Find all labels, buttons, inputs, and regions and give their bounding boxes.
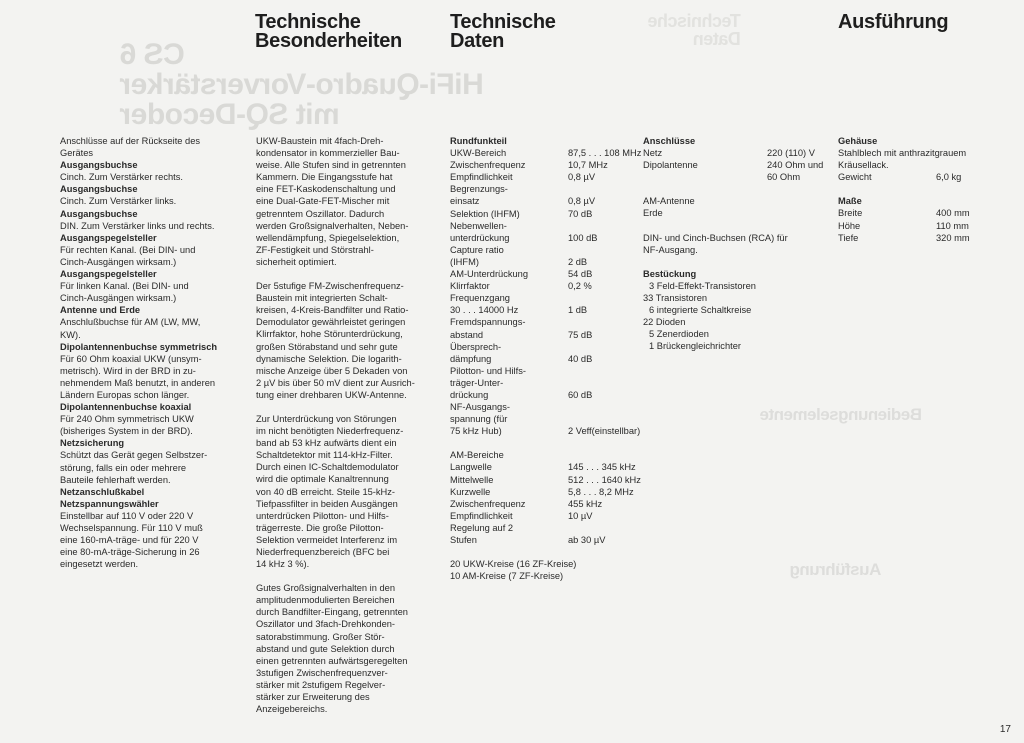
body-line: kreisen, 4-Kreis-Bandfilter und Ratio-: [256, 305, 409, 316]
spec-label: Langwelle: [450, 462, 492, 473]
spec-label: [643, 171, 767, 183]
spec-row: [450, 159, 640, 171]
spec-row: [838, 207, 1018, 219]
body-line: abstand und gute Selektion durch: [256, 643, 395, 654]
spec-row: [450, 171, 640, 183]
spec-row: [450, 329, 640, 341]
spec-label: 30 . . . 14000 Hz: [450, 305, 519, 316]
show-through-title: CS 6 HiFi-Quadro-Vorverstärker mit SQ-Decoder: [120, 38, 484, 131]
spec-label: Capture ratio: [450, 244, 504, 255]
body-line: NF-Ausgang.: [643, 244, 698, 255]
body-line: Einstellbar auf 110 V oder 220 V: [60, 510, 194, 521]
body-line: Für 240 Ohm symmetrisch UKW: [60, 414, 194, 425]
spec-label: Höhe: [838, 220, 861, 231]
spec-value: 6,0 kg: [936, 172, 962, 183]
spec-value: 10 µV: [568, 510, 593, 521]
spec-row: [450, 341, 640, 353]
body-line: Cinch. Zum Verstärker links.: [60, 196, 177, 207]
section-label: Netzspannungswähler: [60, 498, 159, 509]
spec-label: abstand: [450, 329, 484, 340]
body-line: KW).: [60, 329, 81, 340]
spec-row: [450, 304, 640, 316]
section-title: AM-Bereiche: [450, 450, 504, 461]
spec-row: [450, 183, 640, 195]
section-label: Dipolantennenbuchse symmetrisch: [60, 341, 218, 352]
spec-row: [450, 256, 640, 268]
body-line: 3stufigen Zwischenfrequenzver-: [256, 667, 388, 678]
column-connections-equipment: [643, 135, 823, 352]
body-line: tung einer drehbaren UKW-Antenne.: [256, 389, 407, 400]
spec-value: 145 . . . 345 kHz: [568, 462, 636, 473]
spec-row: [450, 365, 640, 377]
spec-value: 0,2 %: [568, 281, 592, 292]
body-line: DIN. Zum Verstärker links und rechts.: [60, 220, 215, 231]
column-housing: [838, 135, 1018, 244]
spec-row: [450, 268, 640, 280]
body-line: Ländern Europas schon länger.: [60, 389, 190, 400]
spec-value: 220 (110) V: [767, 148, 815, 159]
spec-label: Kurzwelle: [450, 486, 491, 497]
body-line: Klirrfaktor, hohe Störunterdrückung,: [256, 329, 403, 340]
section-label: Ausgangspegelsteller: [60, 269, 157, 280]
spec-label: Zwischenfrequenz: [450, 160, 526, 171]
body-line: amplitudenmodulierten Bereichen: [256, 595, 395, 606]
spec-label: einsatz: [450, 196, 480, 207]
body-line: mische Anzeige über 5 Dekaden von: [256, 365, 408, 376]
body-line: Demodulator gewährleistet geringen: [256, 317, 406, 328]
spacer: [256, 268, 436, 280]
spec-row: [450, 534, 640, 546]
spec-row: [838, 232, 1018, 244]
body-line: Kammern. Die Eingangsstufe hat: [256, 172, 393, 183]
spec-label: UKW-Bereich: [450, 148, 507, 159]
spec-row: [838, 220, 1018, 232]
spec-row: [450, 510, 640, 522]
body-line: eine 80-mA-träge-Sicherung in 26: [60, 547, 200, 558]
body-line: eine 160-mA-träge- und für 220 V: [60, 535, 199, 546]
spec-value: 400 mm: [936, 208, 970, 219]
body-line: Gerätes: [60, 148, 94, 159]
body-line: (bisheriges System in der BRD).: [60, 426, 193, 437]
body-line: Stahlblech mit anthrazitgrauem: [838, 148, 967, 159]
body-line: unterdrücken Pilotton- und Hilfs-: [256, 510, 389, 521]
spec-label: spannung (für: [450, 414, 508, 425]
body-line: Cinch. Zum Verstärker rechts.: [60, 172, 183, 183]
spec-value: 10,7 MHz: [568, 160, 608, 171]
body-line: Für rechten Kanal. (Bei DIN- und: [60, 244, 196, 255]
spec-value: 1 dB: [568, 305, 588, 316]
spec-row: [643, 159, 823, 171]
section-title: Bestückung: [643, 268, 697, 279]
spec-label: Begrenzungs-: [450, 184, 508, 195]
spec-row: [450, 425, 640, 437]
spec-row: [643, 147, 823, 159]
spec-row: [450, 147, 640, 159]
body-line: AM-Antenne: [643, 196, 695, 207]
spec-value: 60 dB: [568, 389, 593, 400]
spec-label: Gewicht: [838, 172, 872, 183]
spec-label: Nebenwellen-: [450, 220, 507, 231]
spec-label: Zwischenfrequenz: [450, 498, 526, 509]
spec-row: [450, 280, 640, 292]
heading-line: Besonderheiten: [255, 30, 402, 52]
spec-row: [450, 498, 640, 510]
body-line: Für 60 Ohm koaxial UKW (unsym-: [60, 353, 202, 364]
body-line: Schützt das Gerät gegen Selbstzer-: [60, 450, 208, 461]
heading-line: Technische: [255, 11, 361, 33]
body-line: kondensator in kommerzieller Bau-: [256, 148, 400, 159]
body-line: 20 UKW-Kreise (16 ZF-Kreise): [450, 559, 577, 570]
body-line: nehmendem Maß benutzt, in anderen: [60, 377, 216, 388]
spec-label: Frequenzgang: [450, 293, 510, 304]
body-line: Gutes Großsignalverhalten in den: [256, 583, 396, 594]
spec-value: 320 mm: [936, 232, 970, 243]
body-line: Anschlüsse auf der Rückseite des: [60, 136, 201, 146]
section-title: Anschlüsse: [643, 136, 696, 146]
spacer: [643, 220, 823, 232]
body-line: eine FET-Kaskodenschaltung und: [256, 184, 396, 195]
spec-value: 5,8 . . . 8,2 MHz: [568, 486, 634, 497]
spec-label: 75 kHz Hub): [450, 426, 502, 437]
body-line: Anschlußbuchse für AM (LW, MW,: [60, 317, 201, 328]
spec-label: Netz: [643, 148, 663, 159]
body-line: getrenntem Oszillator. Dadurch: [256, 208, 385, 219]
spec-label: unterdrückung: [450, 232, 510, 243]
list-item: 6 integrierte Schaltkreise: [649, 305, 752, 316]
spec-value: 75 dB: [568, 329, 593, 340]
body-line: satorabstimmung. Großer Stör-: [256, 631, 385, 642]
column-features: [256, 135, 436, 715]
spec-value: 455 kHz: [568, 498, 603, 509]
body-line: metrisch). Wird in der BRD in zu-: [60, 365, 196, 376]
section-title: Gehäuse: [838, 136, 878, 146]
body-line: störung, falls ein oder mehrere: [60, 462, 187, 473]
spec-row: [450, 413, 640, 425]
body-line: Baustein mit integrierten Schalt-: [256, 293, 388, 304]
body-line: großen Störabstand und sehr gute: [256, 341, 398, 352]
body-line: im nicht benötigten Niederfrequenz-: [256, 426, 404, 437]
spec-row: [450, 195, 640, 207]
body-line: ZF-Festigkeit und Störstrahl-: [256, 244, 374, 255]
spec-value: 54 dB: [568, 269, 593, 280]
body-line: Der 5stufige FM-Zwischenfrequenz-: [256, 281, 404, 292]
section-label: Ausgangsbuchse: [60, 160, 138, 171]
spec-row: [838, 171, 1018, 183]
body-line: Anzeigebereichs.: [256, 704, 328, 715]
spacer: [838, 183, 1018, 195]
body-line: DIN- und Cinch-Buchsen (RCA) für: [643, 232, 788, 243]
heading-ausfuehrung: Ausführung: [838, 11, 949, 33]
spec-row: [450, 232, 640, 244]
spec-row: [450, 401, 640, 413]
heading-technische-daten: [450, 13, 556, 51]
spacer: [450, 437, 640, 449]
body-line: 10 AM-Kreise (7 ZF-Kreise): [450, 571, 564, 582]
spec-row: [643, 171, 823, 183]
spec-value: 70 dB: [568, 208, 593, 219]
spec-row: [450, 486, 640, 498]
body-line: stärker zur Erweiterung des: [256, 692, 370, 703]
heading-line: Daten: [450, 30, 505, 52]
spec-row: [450, 292, 640, 304]
heading-line: Technische: [450, 11, 556, 33]
body-line: Selektion vermeidet Interferenz im: [256, 534, 398, 545]
spec-value: 0,8 µV: [568, 196, 596, 207]
body-line: wellendämpfung, Spiegelselektion,: [256, 232, 400, 243]
spec-value: ab 30 µV: [568, 535, 606, 545]
body-line: Durch einen IC-Schaltdemodulator: [256, 462, 399, 473]
spacer: [256, 401, 436, 413]
body-line: Bauteile fehlerhaft werden.: [60, 474, 171, 485]
spec-row: [450, 474, 640, 486]
spec-label: Empfindlichkeit: [450, 510, 513, 521]
body-line: Wechselspannung. Für 110 V muß: [60, 523, 203, 533]
section-label: Ausgangsbuchse: [60, 208, 138, 219]
spec-label: Dipolantenne: [643, 160, 698, 171]
spec-row: [450, 389, 640, 401]
list-item: 33 Transistoren: [643, 292, 708, 303]
spec-row: [450, 220, 640, 232]
spec-label: Fremdspannungs-: [450, 317, 526, 328]
spacer: [450, 546, 640, 558]
spec-label: (IHFM): [450, 256, 479, 267]
spec-value: 2 Veff(einstellbar): [568, 426, 641, 437]
spec-label: NF-Ausgangs-: [450, 402, 510, 413]
body-line: eine Dual-Gate-FET-Mischer mit: [256, 196, 390, 207]
section-title: Rundfunkteil: [450, 136, 507, 146]
spec-row: [450, 244, 640, 256]
spec-label: Breite: [838, 208, 863, 219]
spec-label: Übersprech-: [450, 341, 502, 352]
body-line: von 40 dB erreicht. Steile 15-kHz-: [256, 486, 395, 497]
body-line: band ab 53 kHz aufwärts dient ein: [256, 438, 397, 449]
body-line: Kräusellack.: [838, 160, 889, 171]
spec-label: Klirrfaktor: [450, 281, 490, 292]
show-through-section-2: Ausführung: [790, 560, 882, 579]
spec-row: [450, 353, 640, 365]
body-line: einen getrennten aufwärtsgeregelten: [256, 655, 408, 666]
body-line: Für linken Kanal. (Bei DIN- und: [60, 281, 189, 292]
body-line: Zur Unterdrückung von Störungen: [256, 413, 397, 424]
section-label: Antenne und Erde: [60, 305, 141, 316]
spacer: [643, 183, 823, 195]
body-line: sicherheit optimiert.: [256, 256, 337, 267]
spec-label: Mittelwelle: [450, 474, 494, 485]
spec-row: [450, 208, 640, 220]
body-line: Tiefpassfilter in beiden Ausgängen: [256, 498, 398, 509]
heading-technische-besonderheiten: [255, 13, 402, 51]
spec-label: träger-Unter-: [450, 377, 504, 388]
body-line: Cinch-Ausgängen wirksam.): [60, 256, 177, 267]
spec-value: 2 dB: [568, 256, 588, 267]
spec-value: 0,8 µV: [568, 172, 596, 183]
spec-label: Pilotton- und Hilfs-: [450, 365, 526, 376]
show-through-section: Bedienungselemente: [760, 405, 922, 424]
spec-value: 240 Ohm und: [767, 160, 824, 171]
spec-label: Tiefe: [838, 232, 859, 243]
body-line: wird die optimale Kanaltrennung: [256, 474, 389, 485]
spec-label: Regelung auf 2: [450, 522, 514, 533]
spec-label: Selektion (IHFM): [450, 208, 520, 219]
spec-label: AM-Unterdrückung: [450, 269, 529, 280]
body-line: UKW-Baustein mit 4fach-Dreh-: [256, 136, 384, 146]
body-line: trägerreste. Die große Pilotton-: [256, 522, 384, 533]
body-line: Niederfrequenzbereich (BFC bei: [256, 547, 390, 557]
spec-label: dämpfung: [450, 353, 492, 364]
body-line: werden Großsignalverhalten, Neben-: [256, 220, 409, 231]
spec-value: 110 mm: [936, 220, 969, 231]
body-line: 14 kHz 3 %).: [256, 559, 310, 570]
list-item: 22 Dioden: [643, 317, 686, 328]
column-connections: [60, 135, 240, 570]
body-line: stärker mit 2stufigem Regelver-: [256, 679, 386, 690]
body-line: Oszillator und 3fach-Drehkonden-: [256, 619, 396, 630]
spec-label: Empfindlichkeit: [450, 172, 513, 183]
spec-label: Stufen: [450, 535, 477, 545]
spec-value: 40 dB: [568, 353, 593, 364]
body-line: 2 µV bis über 50 mV dient zur Ausrich-: [256, 377, 415, 388]
section-label: Ausgangsbuchse: [60, 184, 138, 195]
body-line: Schaltdetektor mit 114-kHz-Filter.: [256, 450, 393, 461]
body-line: dynamische Selektion. Die logarith-: [256, 353, 402, 364]
spec-row: [450, 461, 640, 473]
spec-value: 87,5 . . . 108 MHz: [568, 148, 642, 159]
body-line: Erde: [643, 208, 663, 219]
section-label: Dipolantennenbuchse koaxial: [60, 402, 192, 413]
section-title: Maße: [838, 196, 862, 207]
section-label: Netzsicherung: [60, 438, 125, 449]
list-item: 1 Brückengleichrichter: [649, 341, 741, 352]
body-line: eingesetzt werden.: [60, 559, 139, 570]
spacer: [643, 256, 823, 268]
body-line: weise. Alle Stufen sind in getrennten: [256, 160, 406, 171]
list-item: 3 Feld-Effekt-Transistoren: [649, 280, 756, 291]
body-line: durch Bandfilter-Eingang, getrennten: [256, 607, 408, 618]
spec-value: 60 Ohm: [767, 172, 801, 183]
spec-value: 512 . . . 1640 kHz: [568, 474, 641, 485]
spec-value: 100 dB: [568, 232, 598, 243]
section-label: Netzanschlußkabel: [60, 486, 145, 497]
spacer: [256, 570, 436, 582]
spec-row: [450, 522, 640, 534]
show-through-heading: Technische Daten: [648, 11, 741, 49]
spec-row: [450, 377, 640, 389]
column-technical-data: [450, 135, 640, 582]
spec-row: [450, 316, 640, 328]
page-number: 17: [999, 724, 1011, 735]
list-item: 5 Zenerdioden: [649, 329, 709, 340]
spec-label: drückung: [450, 389, 489, 400]
body-line: Cinch-Ausgängen wirksam.): [60, 293, 177, 304]
section-label: Ausgangspegelsteller: [60, 232, 157, 243]
